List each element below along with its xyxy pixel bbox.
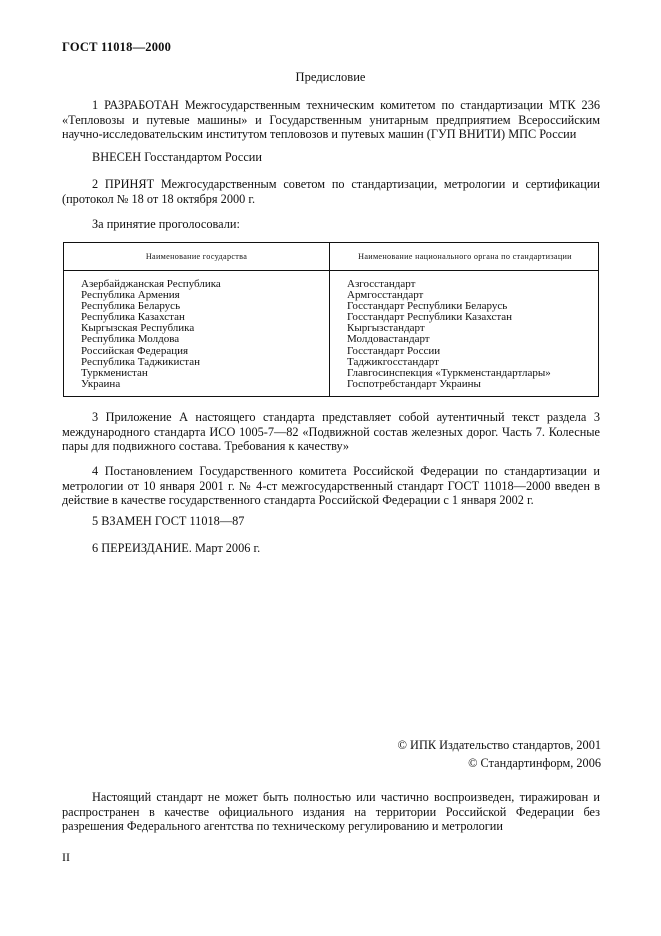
state-cell: Республика Молдова [81,333,180,346]
paragraph-resolution: 4 Постановлением Государственного комитета Российской Федерации по стандартизации и метрологии от 10 января 2001 г. № 4-ст межгосударственный стандарт ГОСТ 11018—2000 введен в действие в качестве государственного стандарта Российской Федерации с 1 января 2002 г. [62,464,600,508]
states-column [81,279,221,390]
section-title: Предисловие [295,70,366,84]
state-cell: Украина [81,377,121,390]
body-cell: Кыргызстандарт [347,322,425,335]
body-cell: Госпотребстандарт Украины [347,377,481,390]
reproduction-notice: Настоящий стандарт не может быть полностью или частично воспроизведен, тиражирован и распространен в качестве официального издания на территории Российской Федерации без разрешения Федерального агентства по техническому регулированию и метрологии [62,790,600,834]
paragraph-appendix: 3 Приложение А настоящего стандарта представляет собой аутентичный текст раздела 3 международного стандарта ИСО 1005-7—82 «Подвижной состав железных дорог. Часть 7. Колесные пары для подвижного состава. Требования к качеству» [62,410,600,454]
state-cell: Туркменистан [81,366,148,379]
copyright-line-2: © Стандартинформ, 2006 [468,756,601,770]
body-cell: Молдовастандарт [347,333,430,346]
paragraph-voted: За принятие проголосовали: [92,217,240,231]
state-cell: Республика Казахстан [81,311,185,324]
state-cell: Кыргызская Республика [81,322,195,335]
voting-table [63,242,599,397]
state-cell: Азербайджанская Республика [81,278,221,290]
paragraph-introduced: ВНЕСЕН Госстандартом России [92,150,262,164]
body-cell: Таджикгосстандарт [347,355,439,368]
body-cell: Госстандарт России [347,344,441,357]
body-cell: Армгосстандарт [347,289,424,302]
table-header-state: Наименование государства [145,252,248,261]
body-cell: Главгосинспекция «Туркменстандартлары» [347,366,551,379]
copyright-line-1: © ИПК Издательство стандартов, 2001 [397,738,601,752]
state-cell: Республика Армения [81,289,180,302]
state-cell: Республика Таджикистан [81,355,200,368]
document-header: ГОСТ 11018—2000 [62,40,172,54]
bodies-column [347,279,551,390]
table-divider [329,243,330,396]
state-cell: Российская Федерация [81,344,189,357]
paragraph-developed: 1 РАЗРАБОТАН Межгосударственным техническим комитетом по стандартизации МТК 236 «Тепловозы и путевые машины» и Государственным унитарным предприятием Всероссийским научно-исследовательским институтом тепловозов и путевых машин (ГУП ВНИТИ) МПС России [62,98,600,142]
paragraph-replaces: 5 ВЗАМЕН ГОСТ 11018—87 [92,514,245,528]
body-cell: Госстандарт Республики Казахстан [347,311,513,324]
table-header-divider [64,270,598,271]
page-number: II [62,850,70,864]
state-cell: Республика Беларусь [81,300,181,313]
body-cell: Азгосстандарт [347,278,416,290]
paragraph-reissue: 6 ПЕРЕИЗДАНИЕ. Март 2006 г. [92,541,261,555]
paragraph-adopted: 2 ПРИНЯТ Межгосударственным советом по стандартизации, метрологии и сертификации (протокол № 18 от 18 октября 2000 г. [62,177,600,206]
table-header-body: Наименование национального органа по стандартизации [358,252,572,261]
body-cell: Госстандарт Республики Беларусь [347,300,508,313]
